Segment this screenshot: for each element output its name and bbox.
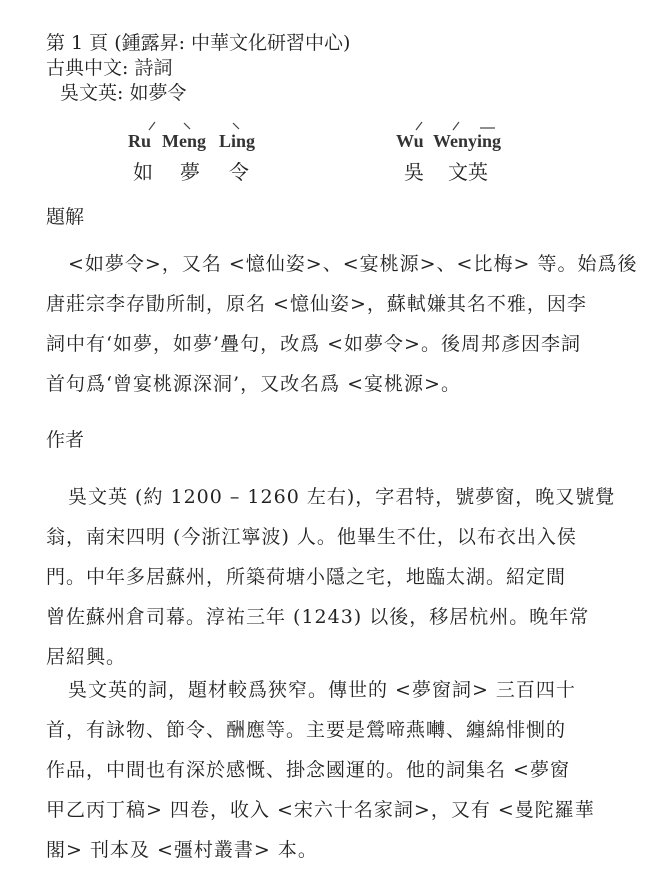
text-line: 甲乙丙丁稿> 四卷，收入 <宋六十名家詞>，又有 <曼陀羅華: [46, 799, 595, 821]
pinyin-ling: Ling: [219, 131, 256, 151]
text-line: 吳文英 (約 1200 – 1260 左右)，字君特，號夢窗，晚又號覺: [68, 486, 616, 508]
hanzi-meng: 夢: [180, 160, 200, 184]
text-line: 曾佐蘇州倉司幕。淳祐三年 (1243) 以後，移居杭州。晚年常: [46, 606, 590, 628]
text-line: 唐莊宗李存勖所制，原名 <憶仙姿>，蘇軾嫌其名不雅，因李: [46, 293, 587, 315]
text-line: 翁，南宋四明 (今浙江寧波) 人。他畢生不仕，以布衣出入侯: [46, 526, 577, 548]
tone-mark: [149, 122, 155, 130]
poem-title: 吳文英: 如夢令: [60, 82, 187, 104]
text-line: 居紹興。: [46, 646, 127, 668]
page-header-line: 第 1 頁 (鍾露昇: 中華文化研習中心): [46, 32, 351, 54]
author-paragraph-1: [46, 477, 642, 677]
pinyin-wenying: Wenying: [433, 131, 502, 151]
text-line: 作品，中間也有深於感慨、掛念國運的。他的詞集名 <夢窗: [46, 759, 570, 781]
pinyin-ru: Ru: [128, 131, 152, 151]
hanzi-ling: 令: [229, 160, 249, 184]
tone-mark: [233, 123, 239, 129]
text-line: 吳文英的詞，題材較爲狹窄。傳世的 <夢窗詞> 三百四十: [68, 679, 576, 701]
text-line: 首，有詠物、節令、酬應等。主要是鶯啼燕囀、纏綿悱惻的: [46, 719, 567, 741]
section-title-tijie: 題解: [46, 206, 85, 228]
pinyin-meng: Meng: [162, 131, 206, 151]
text-line: 門。中年多居蘇州，所築荷塘小隱之宅，地臨太湖。紹定間: [46, 566, 567, 588]
text-line: 閣> 刊本及 <彊村叢書> 本。: [46, 839, 318, 861]
tone-mark: [416, 122, 422, 130]
text-line: <如夢令>，又名 <憶仙姿>、<宴桃源>、<比梅> 等。始爲後: [68, 253, 638, 275]
hanzi-ru: 如: [133, 160, 153, 184]
tone-mark: [184, 123, 190, 129]
section-title-author: 作者: [46, 429, 85, 451]
pinyin-wu: Wu: [396, 131, 424, 151]
tone-mark: [453, 122, 459, 130]
text-line: 首句爲‘曾宴桃源深洞’，又改名爲 <宴桃源>。: [46, 373, 461, 395]
course-title: 古典中文: 詩詞: [46, 57, 173, 79]
tijie-paragraph: [46, 244, 642, 404]
tone-marks: [0, 0, 656, 140]
text-line: 詞中有‘如夢，如夢’疊句，改爲 <如夢令>。後周邦彥因李詞: [46, 333, 581, 355]
author-paragraph-2: [46, 670, 642, 870]
hanzi-wenying: 文英: [448, 160, 488, 184]
hanzi-wu: 吳: [404, 160, 424, 184]
